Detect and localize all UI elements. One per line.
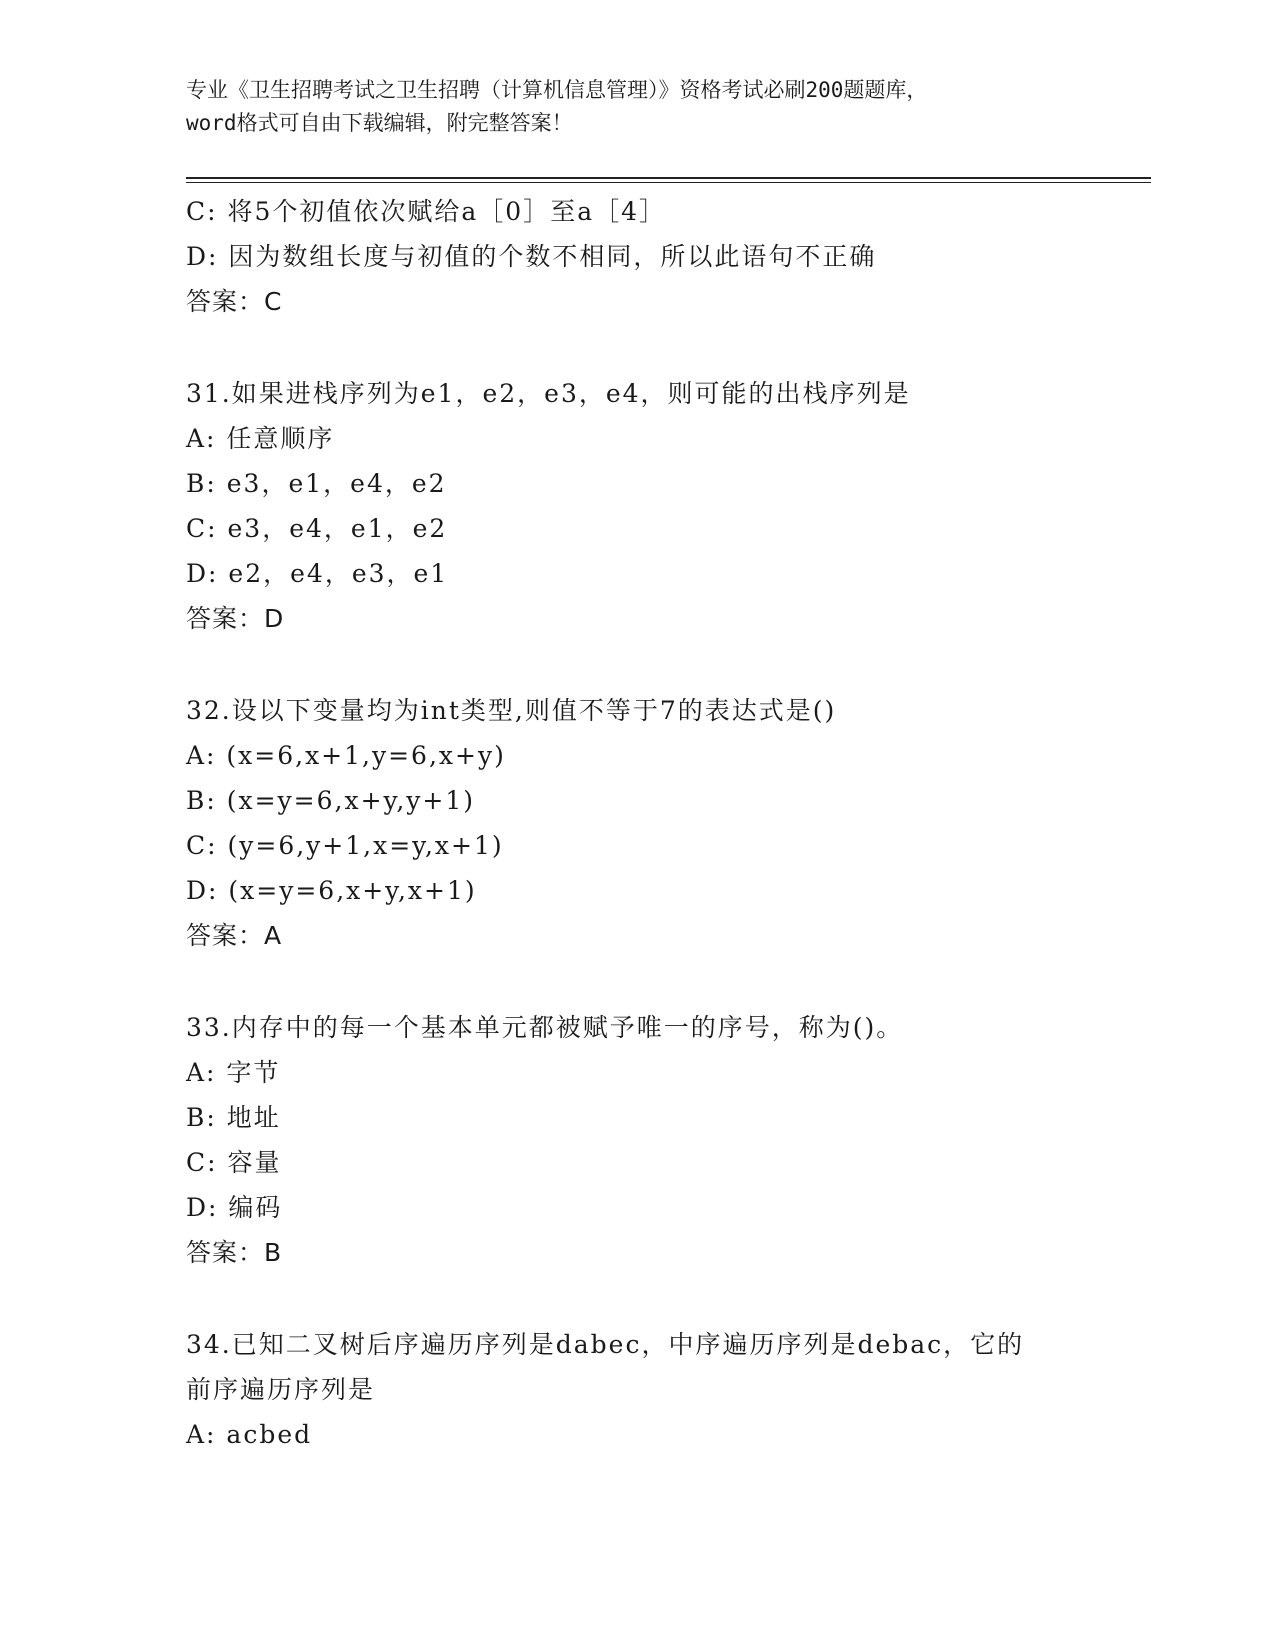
option-d: D: e2，e4，e3，e1 (186, 559, 449, 588)
document-header (186, 74, 1086, 140)
question-31 (186, 371, 1086, 641)
option-d: D: (x=y=6,x+y,x+1) (186, 876, 477, 905)
answer-line: 答案：D (186, 604, 285, 633)
option-line: D: 因为数组长度与初值的个数不相同，所以此语句不正确 (186, 242, 877, 271)
option-b: B: e3，e1，e4，e2 (186, 469, 447, 498)
header-rule-thin (186, 182, 1151, 183)
partial-question (186, 189, 1086, 324)
question-33 (186, 1005, 1086, 1275)
answer-line: 答案：B (186, 1238, 283, 1267)
question-34 (186, 1322, 1086, 1457)
header-line-2: word格式可自由下载编辑，附完整答案！ (186, 111, 573, 135)
header-rule-thick (186, 177, 1151, 179)
question-stem: 32.设以下变量均为int类型,则值不等于7的表达式是() (186, 696, 837, 725)
option-c: C: 容量 (186, 1148, 282, 1177)
option-b: B: 地址 (186, 1103, 281, 1132)
option-c: C: (y=6,y+1,x=y,x+1) (186, 831, 504, 860)
question-stem-continued: 前序遍历序列是 (186, 1375, 376, 1404)
question-stem: 33.内存中的每一个基本单元都被赋予唯一的序号，称为()。 (186, 1013, 904, 1042)
question-stem: 31.如果进栈序列为e1，e2，e3，e4，则可能的出栈序列是 (186, 379, 911, 408)
question-32 (186, 688, 1086, 958)
option-c: C: e3，e4，e1，e2 (186, 514, 448, 543)
header-line-1: 专业《卫生招聘考试之卫生招聘（计算机信息管理）》资格考试必刷200题题库， (186, 78, 928, 102)
option-d: D: 编码 (186, 1193, 283, 1222)
option-b: B: (x=y=6,x+y,y+1) (186, 786, 475, 815)
question-stem: 34.已知二叉树后序遍历序列是dabec，中序遍历序列是debac，它的 (186, 1330, 1025, 1359)
option-a: A: (x=6,x+1,y=6,x+y) (186, 741, 506, 770)
answer-line: 答案：A (186, 921, 283, 950)
option-a: A: 任意顺序 (186, 424, 335, 453)
option-a: A: 字节 (186, 1058, 281, 1087)
option-line: C: 将5个初值依次赋给a［0］至a［4］ (186, 197, 667, 226)
question-list (186, 189, 1086, 1457)
option-a: A: acbed (186, 1420, 313, 1449)
answer-line: 答案：C (186, 287, 283, 316)
